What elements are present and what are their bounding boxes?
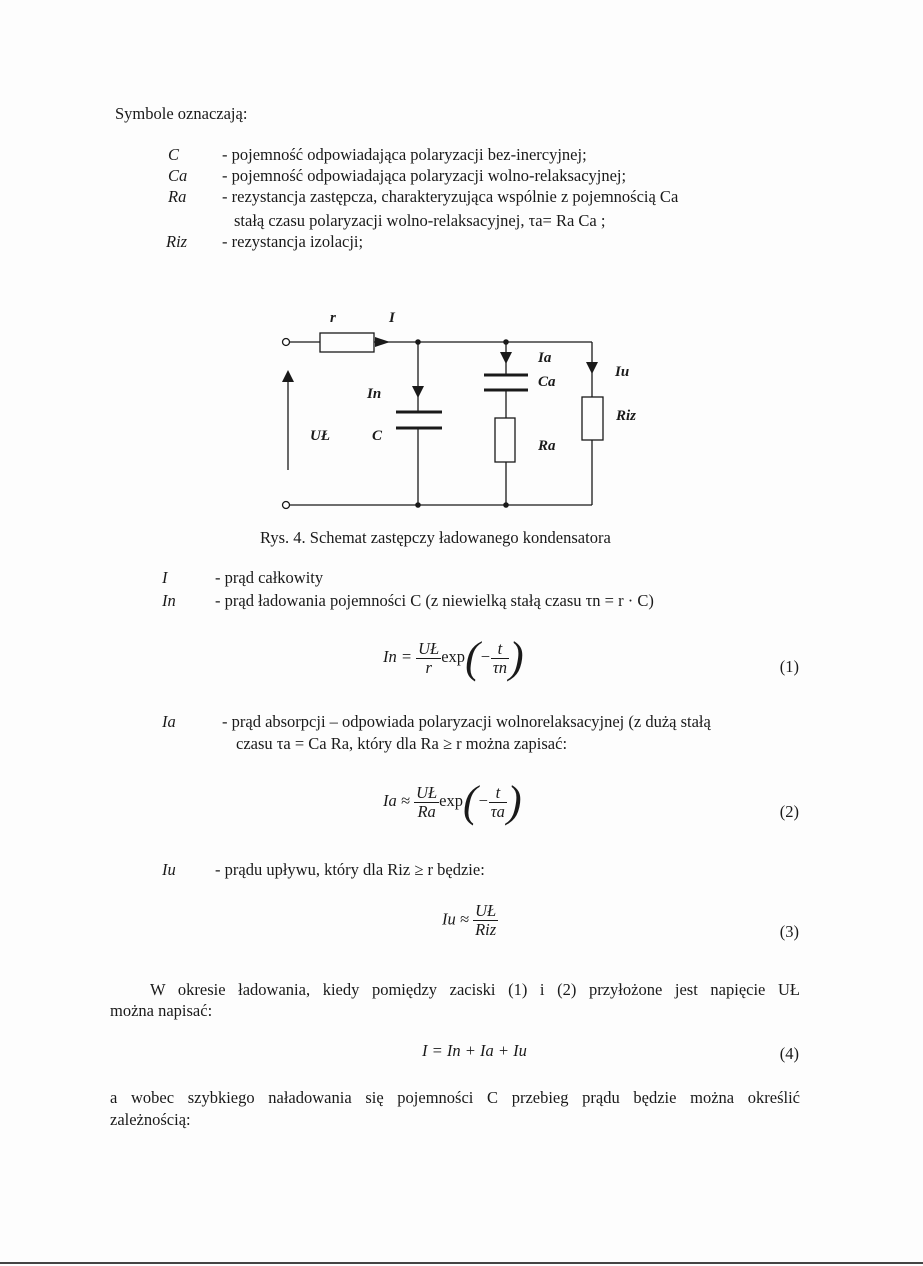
paragraph-line: W okresie ładowania, kiedy pomiędzy zaciski (1) i (2) przyłożone jest napięcie UŁ (150, 980, 800, 999)
iu-desc: - prądu upływu, który dla Riz ≥ r będzie: (215, 860, 485, 879)
eq3-num: UŁ (475, 901, 497, 920)
circuit-diagram (0, 0, 923, 560)
ia-desc-line2: czasu τa = Ca Ra, który dla Ra ≥ r można zapisać: (236, 734, 568, 753)
label-ca: Ca (538, 374, 556, 390)
eq1-num: UŁ (418, 638, 440, 658)
equation-1: In = $\frac{UŁ}{r}$ exp(− $\frac{t}{\tau n}$ ) (383, 633, 524, 682)
eq1-lhs: In = (383, 646, 413, 666)
label-i: I (389, 310, 395, 326)
figure-caption: Rys. 4. Schemat zastępczy ładowanego kondensatora (260, 528, 611, 547)
symbol-term: Ca (168, 166, 188, 185)
eq3-lhs: Iu ≈ (442, 909, 469, 929)
symbol-desc: - rezystancja izolacji; (222, 232, 364, 251)
symbol-desc: - rezystancja zastępcza, charakteryzująca wspólnie z pojemnością Ca (222, 187, 679, 206)
symbol-term: Ra (168, 187, 187, 206)
current-desc: - prąd całkowity (215, 568, 324, 587)
equation-number: (1) (779, 657, 799, 676)
label-iu: Iu (615, 364, 630, 380)
eq2-num: UŁ (416, 782, 438, 802)
equation-number: (4) (779, 1044, 799, 1063)
paragraph-line: można napisać: (110, 1001, 213, 1020)
current-term: Iu (162, 860, 176, 879)
equation-4: I = In + Ia + Iu (422, 1041, 527, 1060)
symbol-desc-cont: stałą czasu polaryzacji wolno-relaksacyjnej, τa= Ra Ca ; (234, 211, 606, 230)
resistor-r (320, 333, 374, 352)
resistor-riz (582, 397, 603, 440)
equation-number: (3) (779, 922, 799, 941)
section-heading: Symbole oznaczają: (115, 104, 248, 123)
eq1-inner-den: τn (492, 657, 508, 677)
label-r: r (330, 310, 336, 326)
eq1-inner-num: t (491, 640, 509, 659)
label-ra: Ra (538, 438, 556, 454)
eq2-lhs: Ia ≈ (383, 790, 410, 810)
paragraph-line: a wobec szybkiego naładowania się pojemności C przebieg prądu będzie można określić (110, 1088, 800, 1107)
label-ul: UŁ (310, 428, 330, 444)
eq2-inner-num: t (489, 784, 507, 803)
eq1-den: r (425, 657, 432, 677)
eq2-den: Ra (417, 801, 436, 821)
current-term: In (162, 591, 176, 610)
eq2-fn: exp (439, 790, 463, 810)
current-term: Ia (162, 712, 176, 731)
resistor-ra (495, 418, 515, 462)
equation-number: (2) (779, 802, 799, 821)
label-in: In (367, 386, 382, 402)
label-c: C (372, 428, 383, 444)
symbol-term: C (168, 145, 180, 164)
eq3-den: Riz (475, 920, 497, 939)
eq2-inner-den: τa (490, 801, 505, 821)
current-term: I (162, 568, 168, 587)
symbol-desc: - pojemność odpowiadająca polaryzacji wolno-relaksacyjnej; (222, 166, 627, 185)
equation-2: Ia ≈ $\frac{UŁ}{Ra}$ exp(− $\frac{t}{\tau a}$ ) (383, 777, 522, 826)
eq1-fn: exp (441, 646, 466, 666)
symbol-desc: - pojemność odpowiadająca polaryzacji bez-inercyjnej; (222, 145, 587, 164)
symbol-term: Riz (166, 232, 188, 251)
equation-3 (442, 902, 498, 939)
paragraph-line: zależnością: (110, 1110, 191, 1129)
current-desc: - prąd ładowania pojemności C (z niewielką stałą czasu τn = r · C) (215, 591, 654, 610)
scan-edge (0, 1262, 923, 1264)
label-ia: Ia (538, 350, 552, 366)
label-riz: Riz (616, 408, 637, 424)
ia-desc-line1: - prąd absorpcji – odpowiada polaryzacji wolnorelaksacyjnej (z dużą stałą (222, 712, 711, 731)
